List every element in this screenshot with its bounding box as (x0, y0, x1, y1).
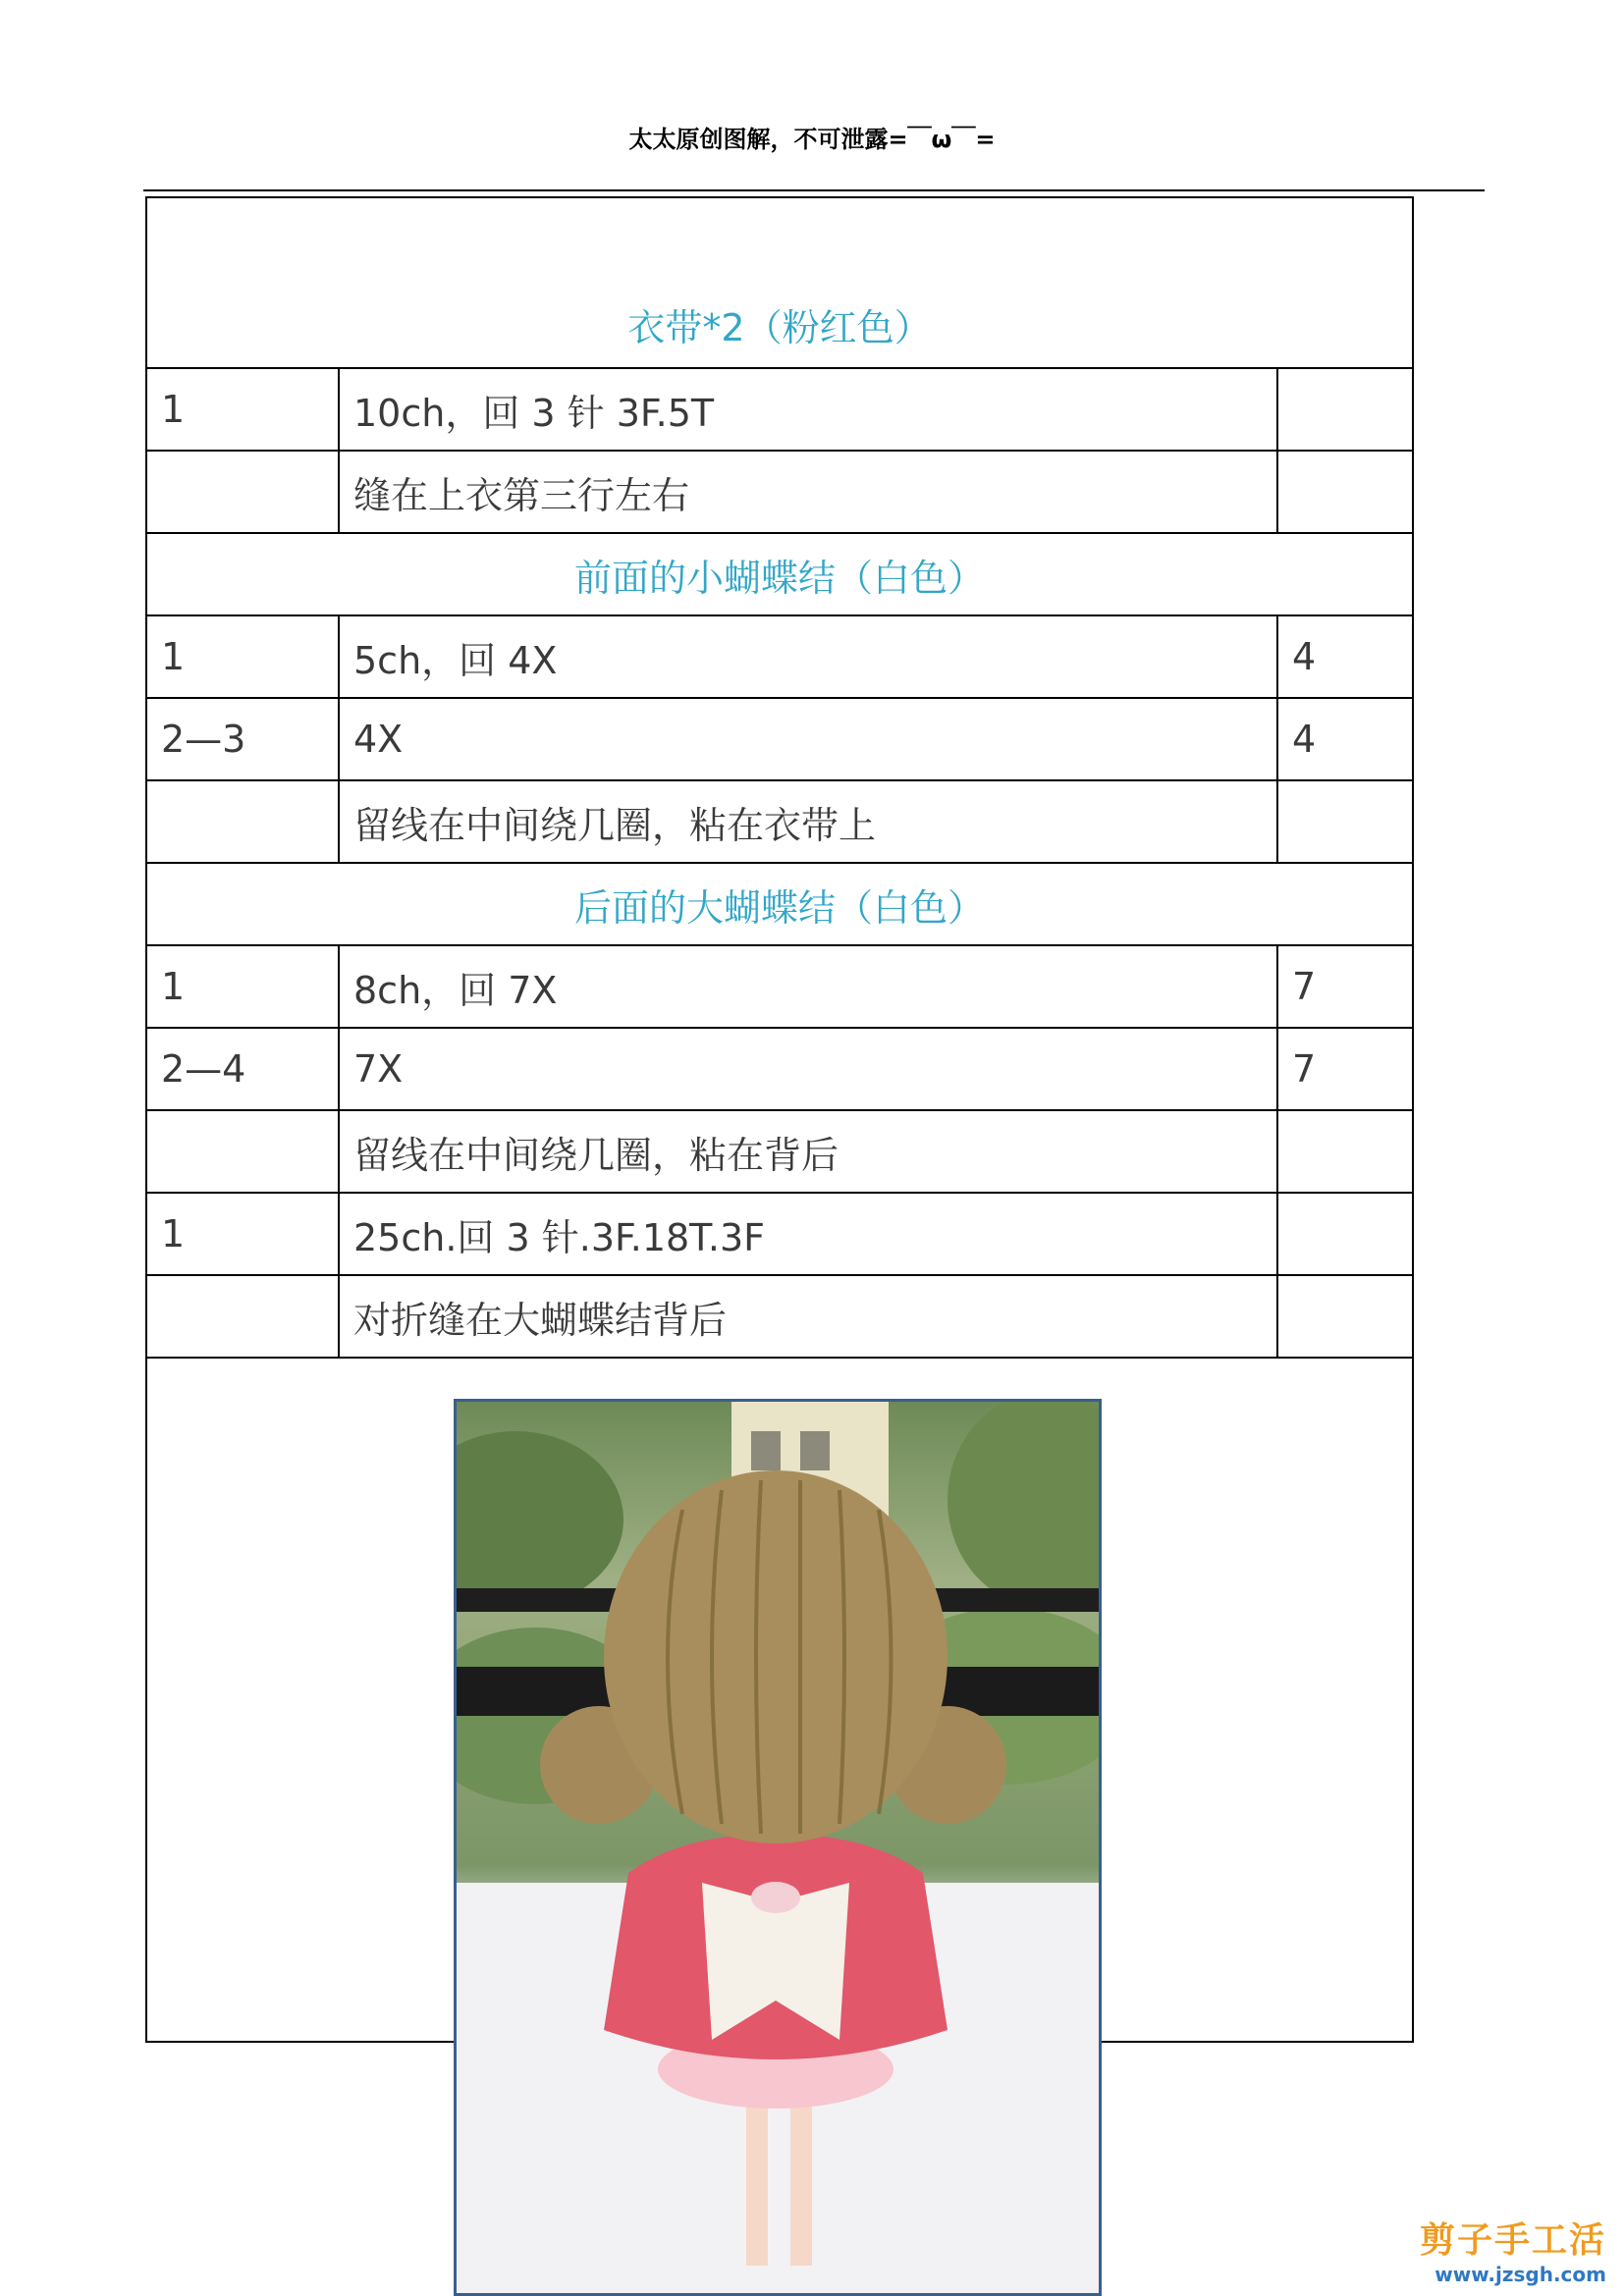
round-cell: 2—4 (146, 1028, 339, 1110)
stitch-count-cell (1277, 1110, 1413, 1193)
instruction-cell: 8ch，回 7X (339, 945, 1277, 1028)
section-title-sash: 衣带*2（粉红色） (146, 197, 1413, 368)
table-row (146, 1275, 1413, 1358)
instruction-cell: 5ch，回 4X (339, 615, 1277, 698)
stitch-count-cell (1277, 1275, 1413, 1358)
table-row (146, 698, 1413, 780)
round-cell (146, 451, 339, 533)
watermark-brand: 剪子手工活 (1419, 2220, 1606, 2261)
instruction-cell: 4X (339, 698, 1277, 780)
instruction-cell: 缝在上衣第三行左右 (339, 451, 1277, 533)
doll-illustration (457, 1402, 1099, 2293)
round-cell (146, 1110, 339, 1193)
instruction-cell: 对折缝在大蝴蝶结背后 (339, 1275, 1277, 1358)
section-title-big-bow: 后面的大蝴蝶结（白色） (146, 863, 1413, 945)
stitch-count-cell: 7 (1277, 1028, 1413, 1110)
table-row (146, 615, 1413, 698)
section-title-small-bow: 前面的小蝴蝶结（白色） (146, 533, 1413, 615)
watermark-url: www.jzsgh.com (1435, 2263, 1606, 2286)
instruction-cell: 留线在中间绕几圈，粘在背后 (339, 1110, 1277, 1193)
table-row (146, 533, 1413, 615)
instruction-cell: 留线在中间绕几圈，粘在衣带上 (339, 780, 1277, 863)
round-cell: 1 (146, 615, 339, 698)
header-divider (143, 189, 1485, 191)
round-cell: 1 (146, 1193, 339, 1275)
round-cell: 2—3 (146, 698, 339, 780)
table-row (146, 368, 1413, 451)
doll-head (604, 1470, 947, 1843)
table-row (146, 945, 1413, 1028)
table-row (146, 1193, 1413, 1275)
table-row (146, 197, 1413, 368)
table-row (146, 1028, 1413, 1110)
round-cell (146, 1275, 339, 1358)
stitch-count-cell (1277, 780, 1413, 863)
stitch-count-cell: 4 (1277, 615, 1413, 698)
instruction-cell: 7X (339, 1028, 1277, 1110)
instruction-cell: 25ch.回 3 针.3F.18T.3F (339, 1193, 1277, 1275)
table-row (146, 1110, 1413, 1193)
table-row (146, 863, 1413, 945)
round-cell: 1 (146, 368, 339, 451)
round-cell (146, 780, 339, 863)
table-row (146, 780, 1413, 863)
instruction-cell: 10ch，回 3 针 3F.5T (339, 368, 1277, 451)
stitch-count-cell (1277, 368, 1413, 451)
table-row (146, 451, 1413, 533)
stitch-count-cell (1277, 451, 1413, 533)
stitch-count-cell (1277, 1193, 1413, 1275)
site-watermark (1420, 2213, 1606, 2286)
round-cell: 1 (146, 945, 339, 1028)
doll-photo (454, 1399, 1102, 2296)
stitch-count-cell: 7 (1277, 945, 1413, 1028)
stitch-count-cell: 4 (1277, 698, 1413, 780)
page-header: 太太原创图解，不可泄露=￣ω￣= (628, 126, 996, 153)
